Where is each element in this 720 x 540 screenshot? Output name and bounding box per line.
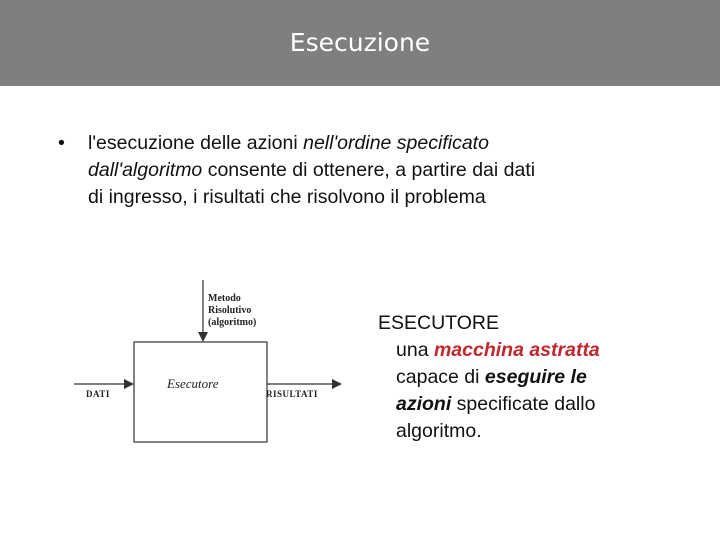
executor-box-label: Esecutore <box>167 376 219 391</box>
bullet-line-3: di ingresso, i risultati che risolvono il problema <box>88 186 486 208</box>
executor-line-1 <box>378 337 698 364</box>
executor-line-3-plain: specificate dallo <box>451 393 596 415</box>
bullet-line-1 <box>88 130 668 157</box>
executor-line-3 <box>378 391 698 418</box>
bullet-line-1-italic: nell'ordine specificato <box>303 132 489 154</box>
executor-diagram <box>60 270 360 450</box>
executor-highlight: macchina astratta <box>433 339 600 361</box>
method-label <box>208 293 256 329</box>
executor-line-2-plain: capace di <box>396 366 485 388</box>
bullet-line-2-italic: dall'algoritmo <box>88 159 203 181</box>
output-label: RISULTATI <box>266 389 318 399</box>
bullet-text <box>88 130 668 211</box>
slide-title: Esecuzione <box>289 27 431 57</box>
input-arrow-head <box>124 379 134 389</box>
bullet-line-2 <box>88 157 668 184</box>
slide-title-bar <box>0 0 720 86</box>
executor-heading: ESECUTORE <box>378 312 499 334</box>
method-arrow-head <box>198 332 208 342</box>
method-label-line-2: Risolutivo <box>208 305 252 316</box>
executor-line-2 <box>378 364 698 391</box>
method-label-line-1: Metodo <box>208 293 241 304</box>
output-arrow-head <box>332 379 342 389</box>
bullet-line-2-plain: consente di ottenere, a partire dai dati <box>202 159 536 181</box>
executor-line-2-emphasis: eseguire le <box>484 366 587 388</box>
executor-box <box>134 342 267 442</box>
executor-definition <box>378 310 698 445</box>
bullet-marker: • <box>58 132 65 154</box>
method-label-line-3: (algoritmo) <box>208 317 257 328</box>
executor-line-3-emphasis: azioni <box>396 393 452 415</box>
input-label: DATI <box>86 389 110 399</box>
executor-line-1-plain: una <box>396 339 434 361</box>
bullet-line-1-plain: l'esecuzione delle azioni <box>88 132 304 154</box>
executor-line-4: algoritmo. <box>396 420 482 442</box>
